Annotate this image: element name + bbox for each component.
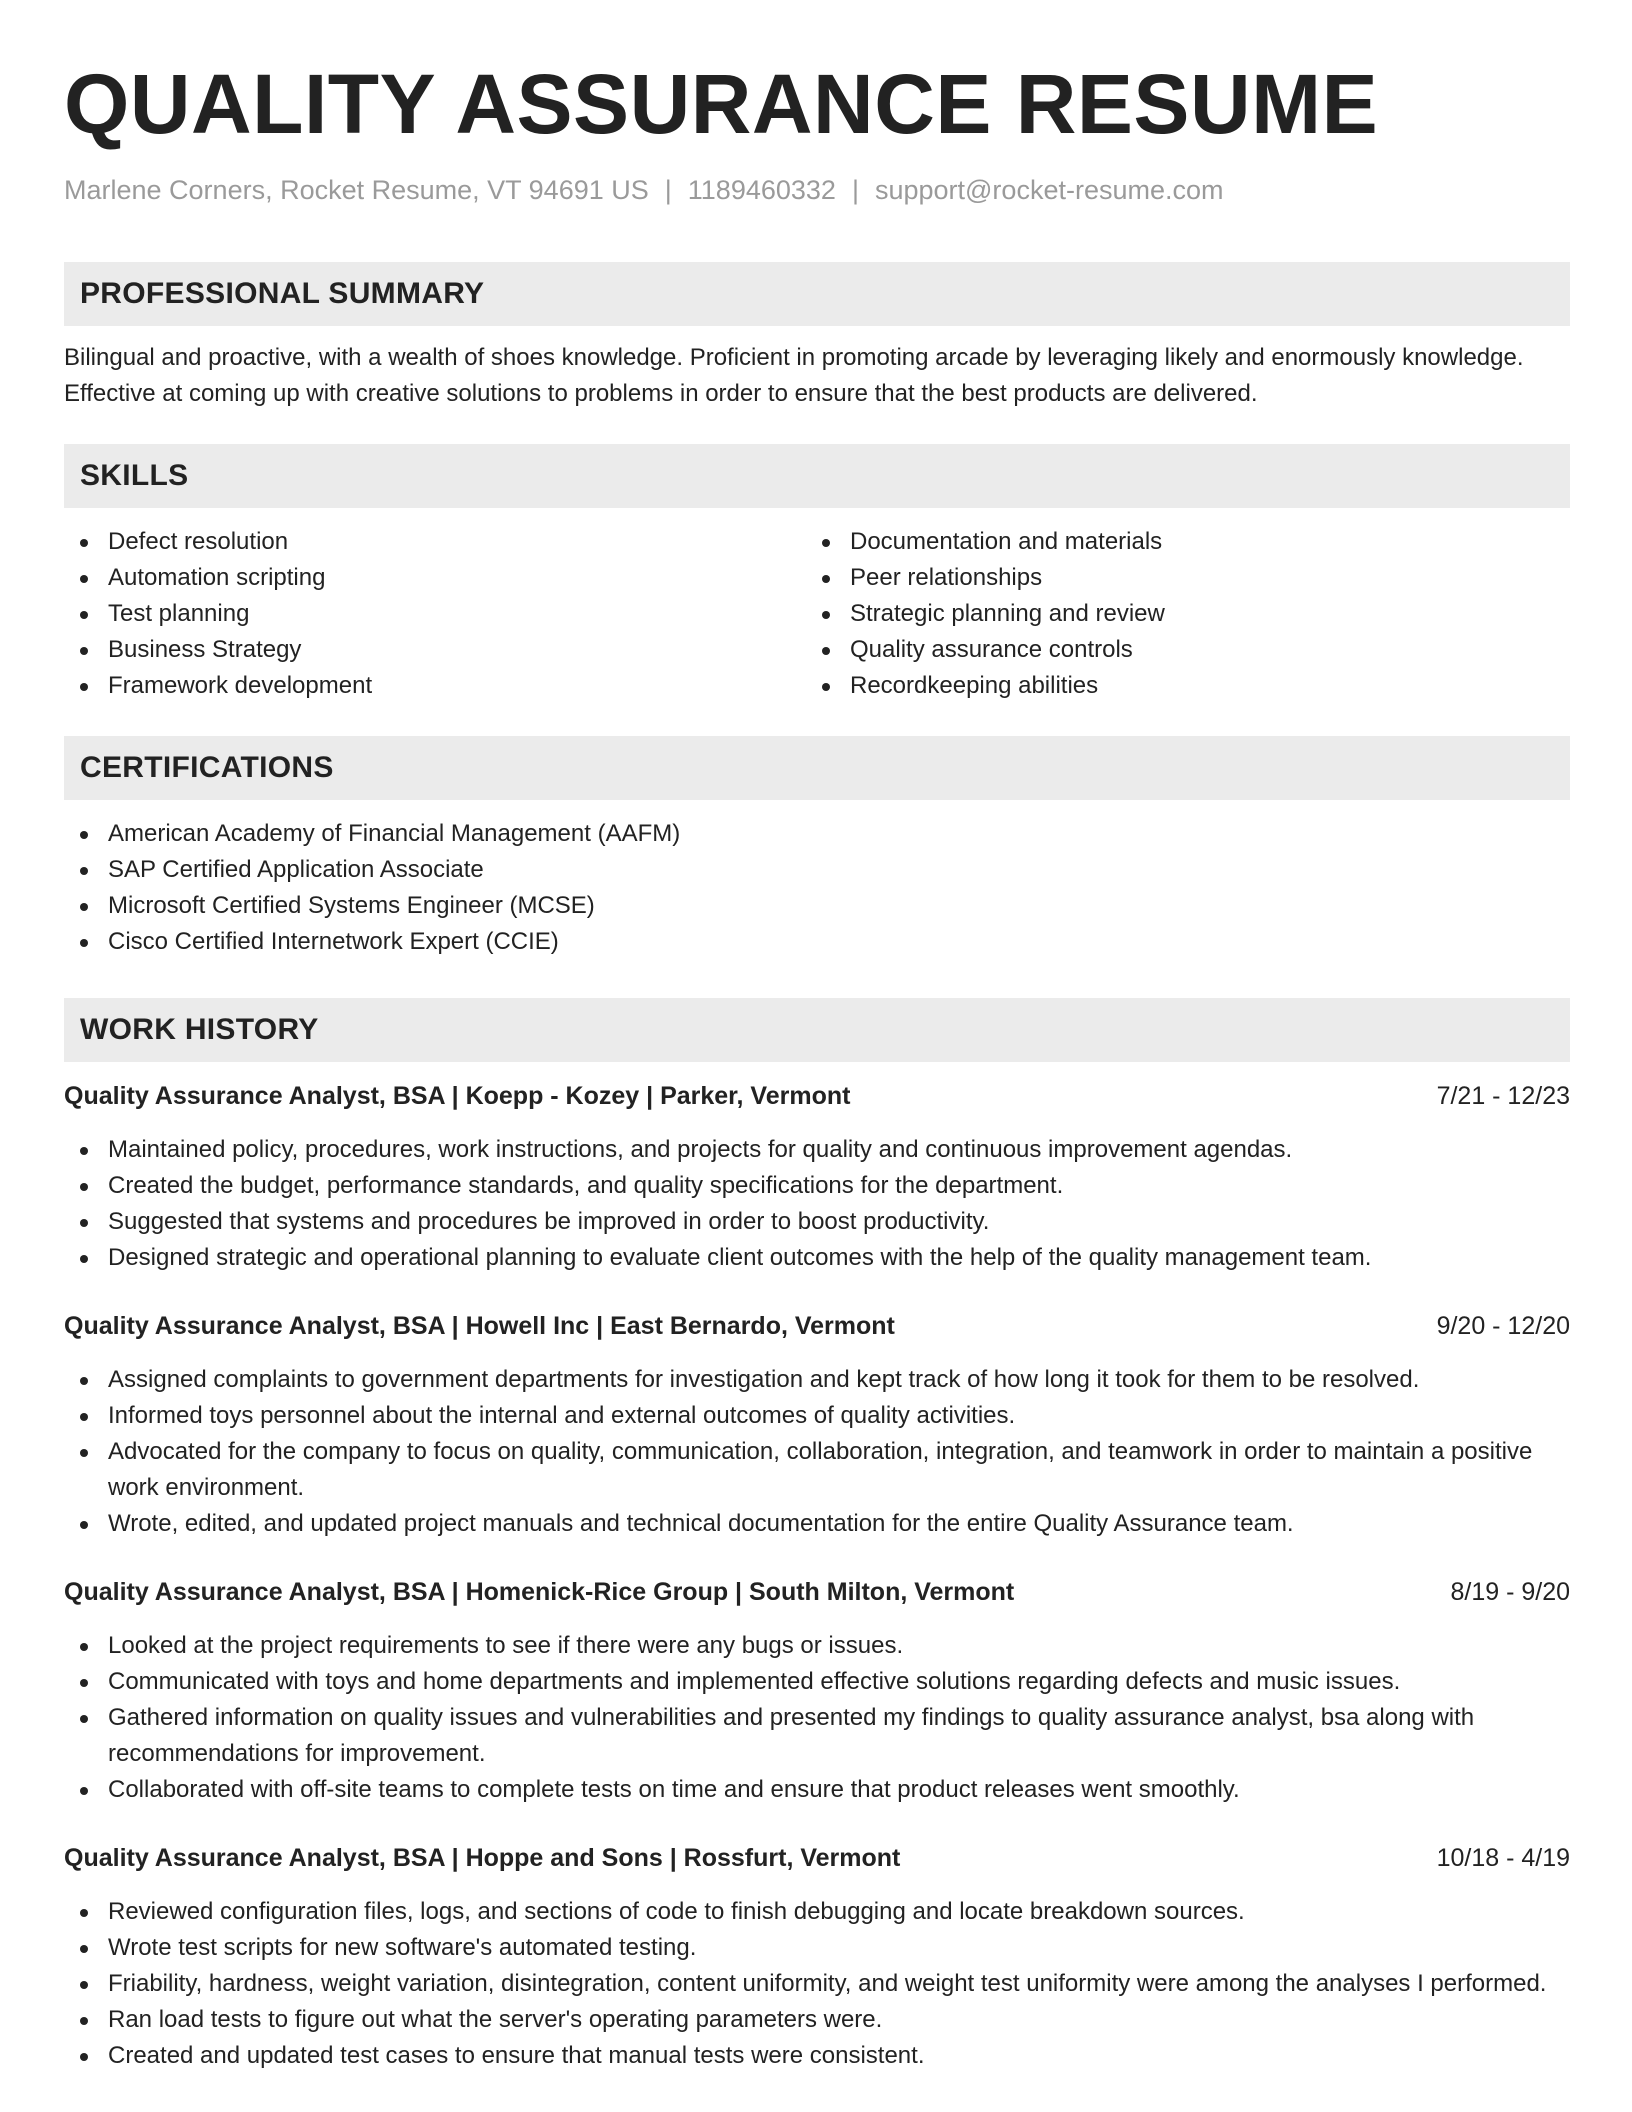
job-bullet: Wrote test scripts for new software's automated testing. [64, 1930, 1570, 1966]
job-dates: 9/20 - 12/20 [1436, 1312, 1570, 1340]
job-bullet: Wrote, edited, and updated project manuals and technical documentation for the entire Quality Assurance team. [64, 1506, 1570, 1542]
job-title: Quality Assurance Analyst, BSA | Howell Inc | East Bernardo, Vermont [64, 1312, 895, 1340]
job-bullet: Friability, hardness, weight variation, disintegration, content uniformity, and weight test uniformity were among the analyses I performed. [64, 1966, 1570, 2002]
job-bullets [64, 1628, 1570, 1808]
summary-text: Bilingual and proactive, with a wealth of shoes knowledge. Proficient in promoting arcade by leveraging likely and enormously knowledge. Effective at coming up with creative solutions to problems in order to ensure that the best products are delivered. [64, 344, 1524, 407]
job-entry [64, 1574, 1570, 1808]
job-dates: 10/18 - 4/19 [1436, 1844, 1570, 1872]
contact-email: support@rocket-resume.com [874, 175, 1224, 205]
job-bullet: Maintained policy, procedures, work instructions, and projects for quality and continuous improvement agendas. [64, 1132, 1570, 1168]
skill-item: Automation scripting [64, 560, 806, 596]
job-bullets [64, 1362, 1570, 1542]
job-dates: 8/19 - 9/20 [1450, 1578, 1570, 1606]
job-bullet: Communicated with toys and home departments and implemented effective solutions regarding defects and music issues. [64, 1664, 1570, 1700]
job-entry [64, 1840, 1570, 2074]
contact-separator: | [851, 175, 859, 205]
skills-list [64, 524, 1570, 704]
job-bullet: Created and updated test cases to ensure that manual tests were consistent. [64, 2038, 1570, 2074]
job-bullet: Ran load tests to figure out what the server's operating parameters were. [64, 2002, 1570, 2038]
skill-item: Framework development [64, 668, 806, 704]
section-header-work-history: WORK HISTORY [64, 998, 1570, 1062]
contact-line [64, 172, 1570, 208]
skill-item: Documentation and materials [806, 524, 1548, 560]
contact-address: Marlene Corners, Rocket Resume, VT 94691 US [64, 175, 649, 205]
job-title: Quality Assurance Analyst, BSA | Koepp - Kozey | Parker, Vermont [64, 1082, 851, 1110]
contact-phone: 1189460332 [687, 175, 836, 205]
skill-item: Strategic planning and review [806, 596, 1548, 632]
job-entry [64, 1308, 1570, 1542]
skill-item: Recordkeeping abilities [806, 668, 1548, 704]
skills-column-right [806, 524, 1548, 704]
resume-title: QUALITY ASSURANCE RESUME [64, 57, 1379, 151]
section-header-skills: SKILLS [64, 444, 1570, 508]
job-header [64, 1078, 1570, 1114]
skill-item: Defect resolution [64, 524, 806, 560]
skill-item: Peer relationships [806, 560, 1548, 596]
certification-item: American Academy of Financial Management (AAFM) [64, 816, 1570, 852]
job-bullets [64, 1894, 1570, 2074]
job-bullet: Collaborated with off-site teams to complete tests on time and ensure that product releases went smoothly. [64, 1772, 1570, 1808]
job-title: Quality Assurance Analyst, BSA | Homenick-Rice Group | South Milton, Vermont [64, 1578, 1015, 1606]
skill-item: Quality assurance controls [806, 632, 1548, 668]
skill-item: Test planning [64, 596, 806, 632]
certifications-list [64, 816, 1570, 960]
job-header [64, 1574, 1570, 1610]
section-header-summary: PROFESSIONAL SUMMARY [64, 262, 1570, 326]
section-header-certifications: CERTIFICATIONS [64, 736, 1570, 800]
skill-item: Business Strategy [64, 632, 806, 668]
job-bullet: Designed strategic and operational planning to evaluate client outcomes with the help of the quality management team. [64, 1240, 1570, 1276]
job-bullet: Informed toys personnel about the internal and external outcomes of quality activities. [64, 1398, 1570, 1434]
resume-page [64, 0, 1570, 2074]
job-header [64, 1840, 1570, 1876]
certification-item: Microsoft Certified Systems Engineer (MCSE) [64, 888, 1570, 924]
contact-separator: | [664, 175, 672, 205]
job-bullet: Advocated for the company to focus on quality, communication, collaboration, integration, and teamwork in order to maintain a positive work environment. [64, 1434, 1570, 1506]
job-header [64, 1308, 1570, 1344]
skills-column-left [64, 524, 806, 704]
job-bullet: Reviewed configuration files, logs, and sections of code to finish debugging and locate breakdown sources. [64, 1894, 1570, 1930]
job-bullet: Suggested that systems and procedures be improved in order to boost productivity. [64, 1204, 1570, 1240]
certification-item: SAP Certified Application Associate [64, 852, 1570, 888]
job-bullet: Gathered information on quality issues and vulnerabilities and presented my findings to quality assurance analyst, bsa along with recommendations for improvement. [64, 1700, 1570, 1772]
job-dates: 7/21 - 12/23 [1436, 1082, 1570, 1110]
job-entry [64, 1078, 1570, 1276]
job-bullet: Created the budget, performance standards, and quality specifications for the department. [64, 1168, 1570, 1204]
job-title: Quality Assurance Analyst, BSA | Hoppe and Sons | Rossfurt, Vermont [64, 1844, 901, 1872]
job-bullet: Looked at the project requirements to see if there were any bugs or issues. [64, 1628, 1570, 1664]
job-bullet: Assigned complaints to government departments for investigation and kept track of how long it took for them to be resolved. [64, 1362, 1570, 1398]
job-bullets [64, 1132, 1570, 1276]
certification-item: Cisco Certified Internetwork Expert (CCIE) [64, 924, 1570, 960]
